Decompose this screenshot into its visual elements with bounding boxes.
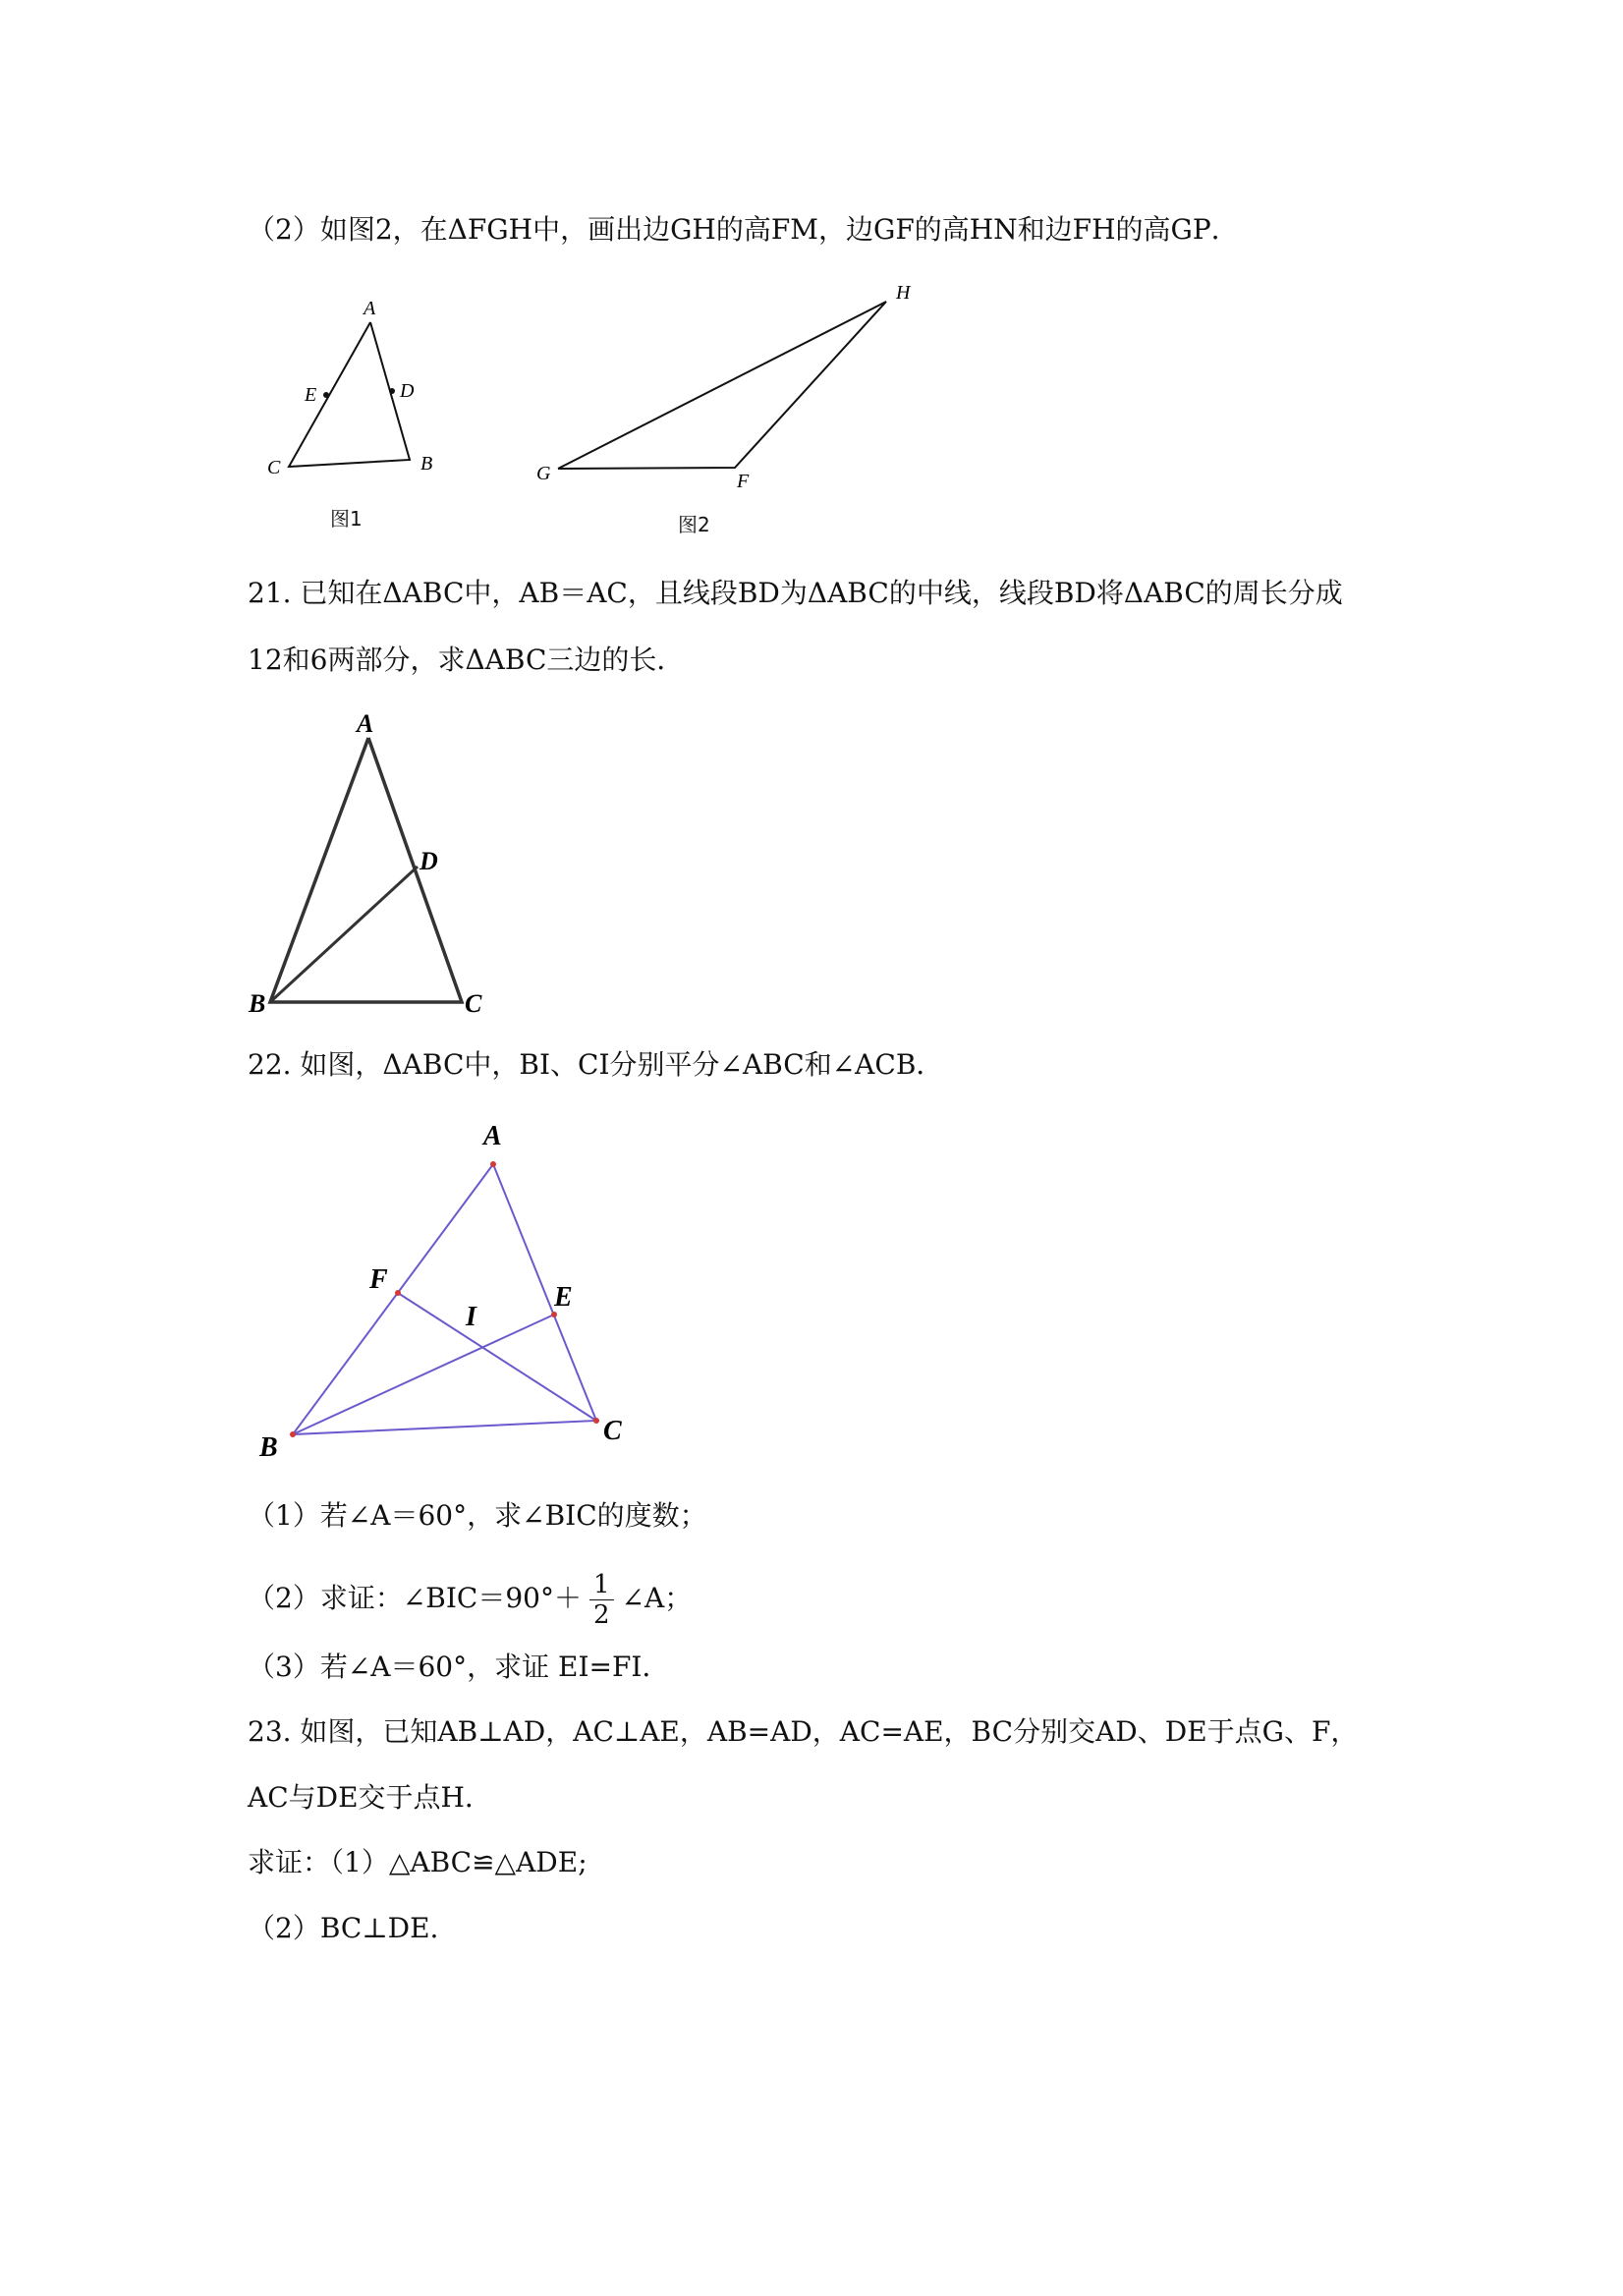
fig2-label-F: F <box>737 471 750 491</box>
q23-line2: AC与DE交于点H． <box>248 1781 492 1814</box>
q22-label-C: C <box>603 1416 622 1446</box>
fig1-label-D: D <box>400 380 415 402</box>
fig1-label-C: C <box>267 457 281 478</box>
q22-stem: 22. 如图，ΔABC中，BI、CI分别平分∠ABC和∠ACB． <box>248 1048 944 1081</box>
q23-part2: （2）BC⊥DE. <box>248 1912 439 1944</box>
q22-part3: （3）若∠A＝60°，求证 EI=FI． <box>248 1651 670 1683</box>
q22-label-I: I <box>466 1302 476 1332</box>
q22-fraction-numerator: 1 <box>589 1570 614 1600</box>
fig1-label-E: E <box>305 384 317 406</box>
q21-line1: 21. 已知在ΔABC中，AB＝AC，且线段BD为ΔABC的中线，线段BD将ΔABC的周长分成 <box>248 577 1343 609</box>
q23-part1: 求证：（1）△ABC≌△ADE; <box>248 1846 588 1878</box>
q21-label-C: C <box>465 989 482 1018</box>
q22-fraction <box>589 1570 614 1630</box>
fig1-label-B: B <box>420 453 433 475</box>
fig2-label-G: G <box>536 463 551 484</box>
fig1-label-A: A <box>364 298 376 319</box>
figure-1-caption: 图1 <box>330 507 363 531</box>
figure-2-caption: 图2 <box>678 513 710 536</box>
q22-part2-pre: （2）求证：∠BIC＝90°＋ <box>248 1582 582 1614</box>
q22-label-B: B <box>259 1432 278 1463</box>
q22-part1: （1）若∠A＝60°，求∠BIC的度数； <box>248 1499 707 1532</box>
q20-part2-text: （2）如图2，在ΔFGH中，画出边GH的高FM，边GF的高HN和边FH的高GP． <box>248 213 1239 246</box>
q22-part2-post: ∠A； <box>621 1582 693 1614</box>
q22-fraction-denominator: 2 <box>592 1600 610 1630</box>
q21-label-A: A <box>357 709 374 738</box>
q22-label-A: A <box>483 1121 502 1151</box>
q22-label-F: F <box>369 1264 388 1295</box>
q21-label-B: B <box>249 989 266 1018</box>
q23-line1: 23. 如图，已知AB⊥AD，AC⊥AE，AB=AD，AC=AE，BC分别交AD、DE于点G、F， <box>248 1715 1359 1748</box>
q21-figure-triangle <box>241 702 506 1027</box>
q21-line2: 12和6两部分，求ΔABC三边的长． <box>248 644 685 676</box>
q22-figure-triangle <box>246 1115 658 1469</box>
q21-label-D: D <box>420 847 438 875</box>
q22-part2 <box>248 1570 692 1630</box>
q22-label-E: E <box>554 1282 573 1313</box>
figure-1-triangle <box>257 285 454 481</box>
figure-2-triangle <box>521 275 933 491</box>
fig2-label-H: H <box>896 282 911 304</box>
